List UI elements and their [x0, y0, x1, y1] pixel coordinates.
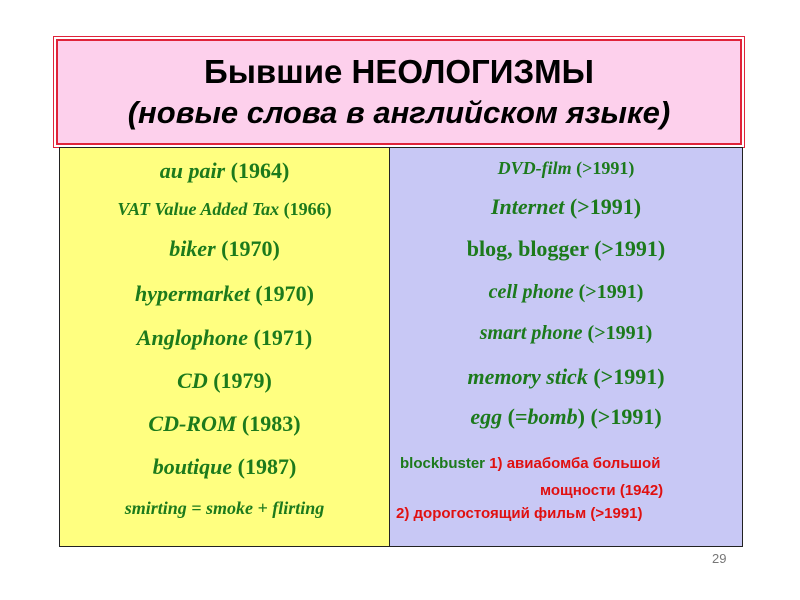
list-item: memory stick (>1991) [467, 364, 665, 389]
list-item: DVD-film (>1991) [497, 158, 635, 178]
list-item: Internet (>1991) [490, 194, 642, 219]
list-item: smart phone (>1991) [479, 322, 653, 344]
list-item: VAT Value Added Tax (1966) [117, 199, 332, 219]
blockbuster-entry [400, 455, 660, 472]
title-subheading: (новые слова в английском языке) [127, 95, 671, 130]
list-item: CD-ROM (1983) [148, 411, 301, 436]
right-column [390, 148, 742, 546]
list-item: blog, blogger (>1991) [466, 236, 666, 261]
list-item: hypermarket (1970) [134, 281, 315, 306]
list-item: boutique (1987) [152, 454, 297, 479]
list-item: cell phone (>1991) [488, 281, 644, 303]
neologisms-table [59, 147, 743, 547]
page-number: 29 [712, 551, 727, 566]
list-item: Anglophone (1971) [136, 325, 313, 350]
meaning-2 [396, 505, 643, 522]
meaning-number: 2) [396, 505, 410, 522]
list-item: smirting = smoke + flirting [124, 498, 325, 518]
list-item: biker (1970) [169, 236, 280, 261]
list-item: au pair (1964) [159, 158, 290, 183]
list-item: CD (1979) [177, 368, 272, 393]
meaning-text: дорогостоящий фильм (>1991) [413, 505, 643, 522]
title-box [56, 39, 742, 145]
blockbuster-word: blockbuster [400, 455, 486, 472]
left-column [60, 148, 390, 546]
list-item: egg (=bomb) (>1991) [470, 404, 662, 429]
meaning-text-continued: мощности (1942) [540, 482, 664, 499]
meaning-text: авиабомба большой [506, 455, 661, 472]
title-heading: Бывшие НЕОЛОГИЗМЫ [204, 53, 594, 90]
meaning-number: 1) [489, 455, 503, 472]
